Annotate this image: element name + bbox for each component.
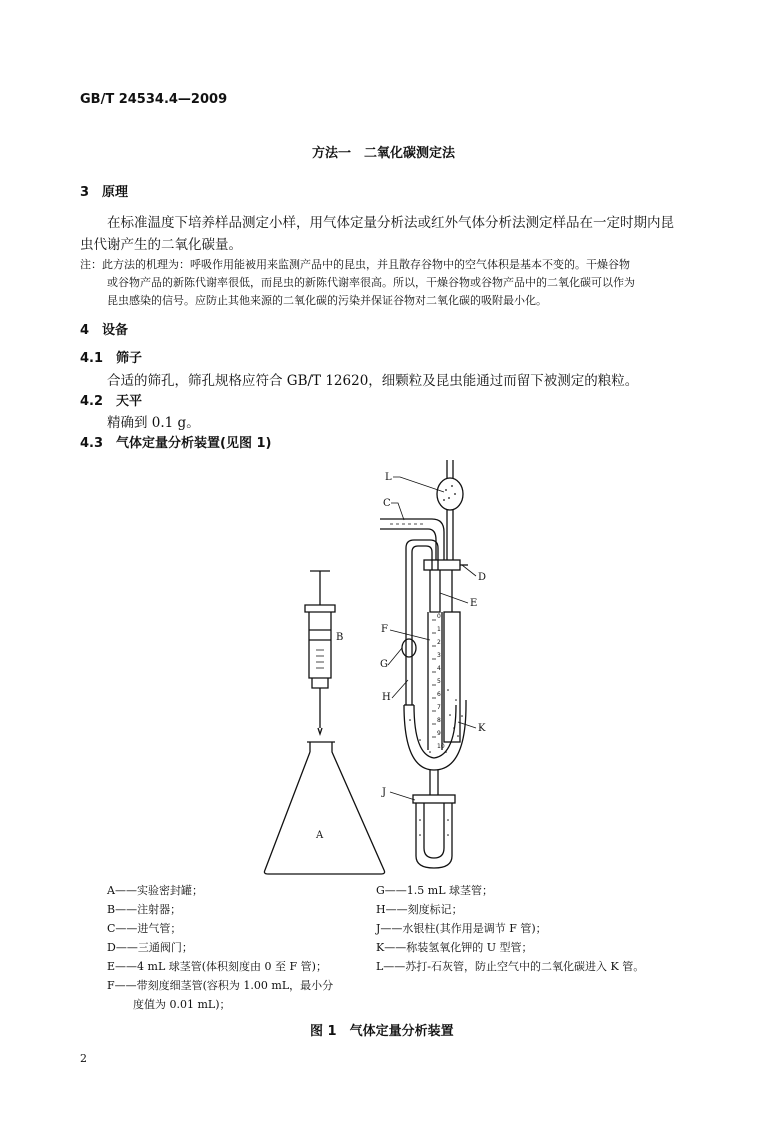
legend-h: H——刻度标记；	[376, 903, 463, 916]
scale-mark: 1	[437, 626, 441, 633]
standard-number: GB/T 24534.4—2009	[80, 92, 228, 107]
figure-caption: 图 1 气体定量分析装置	[310, 1024, 454, 1039]
bulb-e	[430, 570, 440, 612]
legend-k: K——称装氢氧化钾的 U 型管；	[376, 941, 533, 954]
scale-mark: 4	[437, 665, 441, 672]
section-3-note-line1: 注：此方法的机理为：呼吸作用能被用来监测产品中的昆虫，并且散存谷物中的空气体积是基本不变的。干燥谷物	[80, 258, 630, 271]
section-3-note-line2: 或谷物产品的新陈代谢率很低，而昆虫的新陈代谢率很高。所以，干燥谷物或谷物产品中的二氧化碳可以作为	[107, 276, 635, 289]
label-b: B	[336, 632, 344, 643]
section-3-para-line1: 在标准温度下培养样品测定小样，用气体定量分析法或红外气体分析法测定样品在一定时期内昆	[107, 215, 674, 231]
bulb-g	[402, 639, 416, 657]
scale-mark: 0	[437, 613, 441, 620]
legend-a: A——实验密封罐；	[107, 884, 203, 897]
legend-g: G——1.5 mL 球茎管；	[376, 884, 494, 897]
legend-c: C——进气管；	[107, 922, 182, 935]
label-c: C	[383, 498, 391, 509]
section-4-3-heading: 4.3 气体定量分析装置(见图 1)	[80, 436, 272, 451]
label-f: F	[381, 624, 388, 635]
label-e: E	[470, 598, 478, 609]
flask-a	[264, 742, 387, 874]
legend-b: B——注射器；	[107, 903, 182, 916]
scale-mark: 8	[437, 717, 441, 724]
mercury-j	[413, 795, 455, 803]
scale-mark: 2	[437, 639, 441, 646]
bulb-l	[437, 478, 463, 510]
valve-d	[424, 560, 460, 570]
section-4-2-text: 精确到 0.1 g。	[107, 415, 200, 431]
label-j: J	[382, 787, 387, 798]
tube-h	[406, 540, 438, 705]
legend-d: D——三通阀门；	[107, 941, 193, 954]
section-3-para-line2: 虫代谢产生的二氧化碳量。	[80, 237, 242, 253]
scale-mark: 10	[437, 743, 445, 750]
label-a: A	[316, 830, 324, 841]
scale-mark: 3	[437, 652, 441, 659]
label-g: G	[380, 659, 388, 670]
legend-e: E——4 mL 球茎管(体积刻度由 0 至 F 管)；	[107, 960, 327, 973]
syringe-b	[305, 571, 335, 728]
legend-f-cont: 度值为 0.01 mL)；	[133, 998, 231, 1011]
legend-l: L——苏打-石灰管，防止空气中的二氧化碳进入 K 管。	[376, 960, 645, 973]
scale-mark: 7	[437, 704, 441, 711]
label-k: K	[478, 723, 486, 734]
page-number: 2	[80, 1052, 87, 1065]
section-3-heading: 3 原理	[80, 185, 129, 200]
section-4-1-heading: 4.1 筛子	[80, 351, 143, 366]
tube-l	[447, 460, 453, 478]
scale-mark: 5	[437, 678, 441, 685]
method-title: 方法一 二氧化碳测定法	[312, 146, 456, 161]
u-tube-k	[404, 700, 466, 770]
scale-mark: 6	[437, 691, 441, 698]
label-h: H	[382, 692, 391, 703]
label-l: L	[385, 472, 392, 483]
label-d: D	[478, 572, 487, 583]
legend-j: J——水银柱(其作用是调节 F 管)；	[376, 922, 547, 935]
section-4-1-text: 合适的筛孔，筛孔规格应符合 GB/T 12620，细颗粒及昆虫能通过而留下被测定的粮粒。	[107, 373, 639, 389]
scale-mark: 9	[437, 730, 441, 737]
section-3-note-line3: 昆虫感染的信号。应防止其他来源的二氧化碳的污染并保证谷物对二氧化碳的吸附最小化。	[107, 294, 547, 307]
section-4-2-heading: 4.2 天平	[80, 394, 143, 409]
legend-f: F——带刻度细茎管(容积为 1.00 mL，最小分	[107, 979, 334, 992]
section-4-heading: 4 设备	[80, 323, 129, 338]
